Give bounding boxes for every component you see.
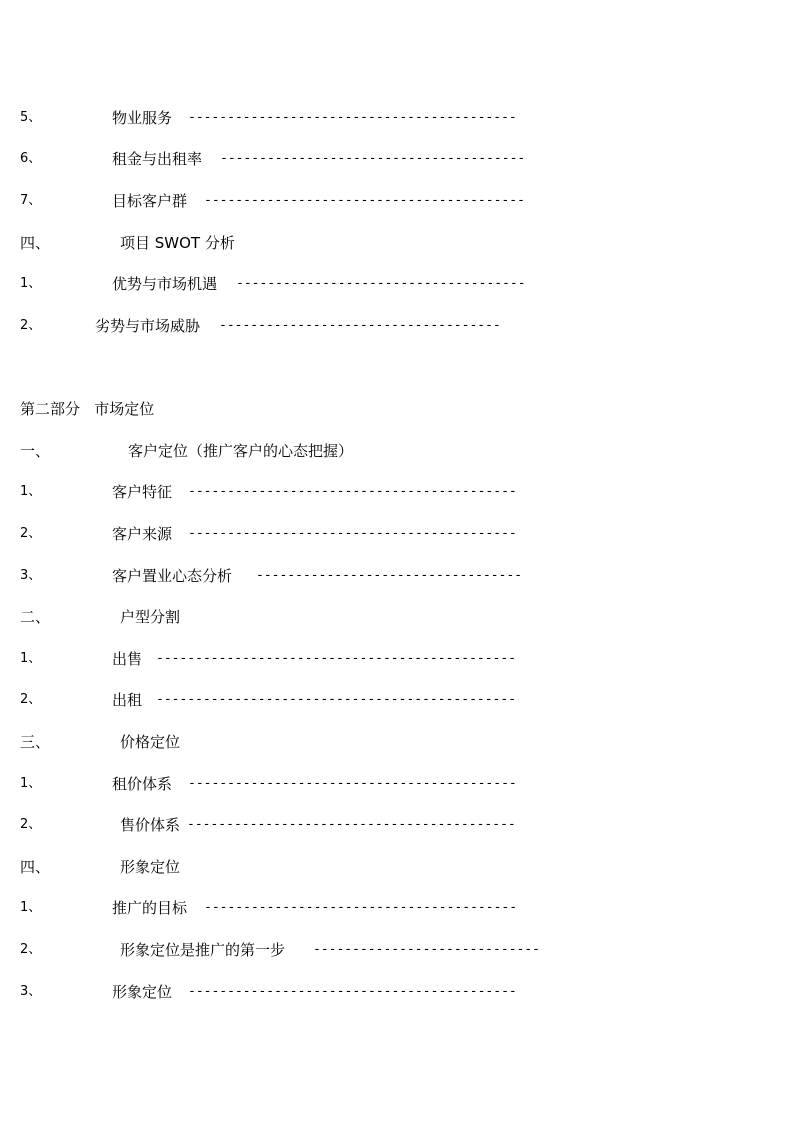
- entry-number: 1、: [20, 276, 42, 291]
- entry-number: 2、: [20, 318, 42, 333]
- toc-section-heading: [0, 855, 794, 879]
- dot-leader: ----------------------------------: [256, 568, 523, 583]
- toc-entry: [0, 647, 794, 671]
- toc-section-heading: [0, 605, 794, 629]
- entry-title: 售价体系: [120, 816, 181, 834]
- entry-number: 5、: [20, 110, 42, 125]
- entry-number: 2、: [20, 692, 42, 707]
- entry-number: 7、: [20, 193, 42, 208]
- toc-entry: [0, 272, 794, 296]
- toc-entry: [0, 147, 794, 171]
- toc-entry: [0, 106, 794, 130]
- dot-leader: ------------------------------------------: [187, 817, 516, 832]
- dot-leader: ---------------------------------------: [220, 151, 526, 166]
- toc-entry: [0, 564, 794, 588]
- section-number: 一、: [20, 442, 51, 460]
- toc-entry: [0, 896, 794, 920]
- dot-leader: ------------------------------------: [219, 318, 501, 333]
- dot-leader: -------------------------------------: [236, 276, 526, 291]
- entry-title: 形象定位: [112, 983, 173, 1001]
- entry-number: 6、: [20, 151, 42, 166]
- toc-entry: [0, 522, 794, 546]
- entry-title: 出售: [112, 650, 143, 668]
- entry-title: 客户置业心态分析: [112, 567, 233, 585]
- toc-entry: [0, 314, 794, 338]
- entry-number: 2、: [20, 817, 42, 832]
- section-title: 客户定位（推广客户的心态把握）: [128, 442, 354, 460]
- entry-number: 1、: [20, 900, 42, 915]
- toc-entry: [0, 980, 794, 1004]
- section-number: 二、: [20, 608, 51, 626]
- section-title: 项目 SWOT 分析: [120, 234, 235, 252]
- dot-leader: -----------------------------------------: [204, 193, 525, 208]
- dot-leader: ------------------------------------------: [188, 484, 517, 499]
- section-number: 四、: [20, 234, 51, 252]
- section-title: 户型分割: [120, 608, 181, 626]
- dot-leader: ----------------------------------------------: [156, 692, 517, 707]
- entry-number: 1、: [20, 776, 42, 791]
- toc-entry: [0, 480, 794, 504]
- entry-title: 推广的目标: [112, 899, 188, 917]
- toc-entry: [0, 938, 794, 962]
- entry-title: 形象定位是推广的第一步: [120, 941, 286, 959]
- dot-leader: ------------------------------------------: [188, 526, 517, 541]
- section-title: 价格定位: [120, 733, 181, 751]
- entry-title: 目标客户群: [112, 192, 188, 210]
- entry-title: 出租: [112, 691, 143, 709]
- dot-leader: ------------------------------------------: [188, 110, 517, 125]
- entry-title: 客户来源: [112, 525, 173, 543]
- entry-number: 2、: [20, 942, 42, 957]
- dot-leader: ----------------------------------------: [204, 900, 518, 915]
- toc-part-heading: [0, 397, 794, 421]
- entry-number: 2、: [20, 526, 42, 541]
- entry-title: 租金与出租率: [112, 150, 203, 168]
- dot-leader: ----------------------------------------------: [156, 651, 517, 666]
- entry-title: 租价体系: [112, 775, 173, 793]
- toc-entry: [0, 813, 794, 837]
- toc-section-heading: [0, 730, 794, 754]
- entry-number: 1、: [20, 651, 42, 666]
- entry-number: 3、: [20, 568, 42, 583]
- part-title: 第二部分 市场定位: [20, 400, 155, 418]
- entry-number: 3、: [20, 984, 42, 999]
- entry-title: 劣势与市场威胁: [95, 317, 201, 335]
- entry-title: 客户特征: [112, 483, 173, 501]
- section-title: 形象定位: [120, 858, 181, 876]
- toc-entry: [0, 189, 794, 213]
- dot-leader: ------------------------------------------: [188, 984, 517, 999]
- dot-leader: ------------------------------------------: [188, 776, 517, 791]
- toc-section-heading: [0, 231, 794, 255]
- toc-entry: [0, 688, 794, 712]
- toc-entry: [0, 772, 794, 796]
- entry-title: 物业服务: [112, 109, 173, 127]
- entry-title: 优势与市场机遇: [112, 275, 218, 293]
- dot-leader: -----------------------------: [313, 942, 540, 957]
- entry-number: 1、: [20, 484, 42, 499]
- toc-section-heading: [0, 439, 794, 463]
- section-number: 四、: [20, 858, 51, 876]
- section-number: 三、: [20, 733, 51, 751]
